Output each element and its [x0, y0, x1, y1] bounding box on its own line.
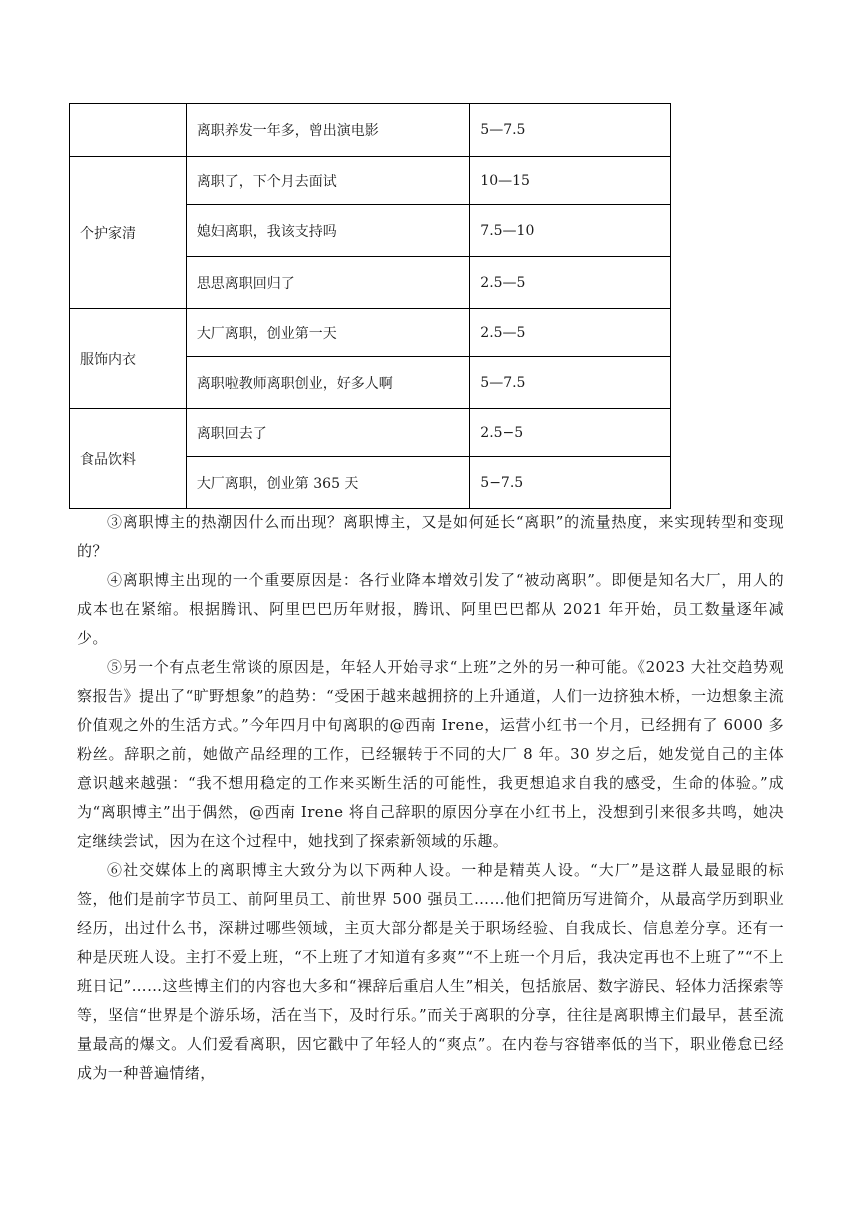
price-cell: 2.5−5	[470, 409, 671, 457]
paragraph-6: ⑥社交媒体上的离职博主大致分为以下两种人设。一种是精英人设。“大厂”是这群人最显眼的标签，他们是前字节员工、前阿里员工、前世界 500 强员工……他们把简历写进简介，从最高学历到职业经历，出过什么书，深耕过哪些领域，主页大部分都是关于职场经验、自我成长、信息差分享。还有一种是厌班人设。主打不爱上班，“不上班了才知道有多爽”“不上班一个月后，我决定再也不上班了”“不上班日记”……这些博主们的内容也大多和“裸辞后重启人生”相关，包括旅居、数字游民、轻体力活探索等等，坚信“世界是个游乐场，活在当下，及时行乐。”而关于离职的分享，往往是离职博主们最早，甚至流量最高的爆文。人们爱看离职，因它戳中了年轻人的“爽点”。在内卷与容错率低的当下，职业倦怠已经成为一种普遍情绪，	[77, 861, 784, 1082]
price-cell: 5—7.5	[470, 104, 671, 157]
category-cell: 个护家清	[70, 157, 187, 309]
title-cell: 大厂离职，创业第一天	[186, 309, 469, 357]
title-cell: 离职回去了	[186, 409, 469, 457]
table-row	[70, 409, 671, 457]
paragraph-5: ⑤另一个有点老生常谈的原因是，年轻人开始寻求“上班”之外的另一种可能。《2023 大社交趋势观察报告》提出了“旷野想象”的趋势：“受困于越来越拥挤的上升通道，人们一边挤独木桥，一边想象主流价值观之外的生活方式。”今年四月中旬离职的@西南 Irene，运营小红书一个月，已经拥有了 6000 多粉丝。辞职之前，她做产品经理的工作，已经辗转于不同的大厂 8 年。30 岁之后，她发觉自己的主体意识越来越强：“我不想用稳定的工作来买断生活的可能性，我更想追求自我的感受，生命的体验。”成为“离职博主”出于偶然，@西南 Irene 将自己辞职的原因分享在小红书上，没想到引来很多共鸣，她决定继续尝试，因为在这个过程中，她找到了探索新领域的乐趣。	[77, 658, 784, 850]
blogger-table	[69, 103, 671, 509]
table-row	[70, 104, 671, 157]
category-cell	[70, 104, 187, 157]
price-cell: 10—15	[470, 157, 671, 205]
title-cell: 媳妇离职，我该支持吗	[186, 205, 469, 257]
title-cell: 离职养发一年多，曾出演电影	[186, 104, 469, 157]
title-cell: 思思离职回归了	[186, 257, 469, 309]
table-row	[70, 157, 671, 205]
price-cell: 7.5—10	[470, 205, 671, 257]
paragraph-3: ③离职博主的热潮因什么而出现？离职博主，又是如何延长“离职”的流量热度，来实现转型和变现的？	[77, 513, 784, 560]
category-cell: 食品饮料	[70, 409, 187, 509]
table-row	[70, 309, 671, 357]
article-body	[77, 508, 784, 1088]
title-cell: 大厂离职，创业第 365 天	[186, 457, 469, 509]
price-cell: 5—7.5	[470, 357, 671, 409]
category-cell: 服饰内衣	[70, 309, 187, 409]
title-cell: 离职啦教师离职创业，好多人啊	[186, 357, 469, 409]
title-cell: 离职了，下个月去面试	[186, 157, 469, 205]
price-cell: 5−7.5	[470, 457, 671, 509]
price-cell: 2.5—5	[470, 309, 671, 357]
paragraph-4: ④离职博主出现的一个重要原因是：各行业降本增效引发了“被动离职”。即便是知名大厂，用人的成本也在紧缩。根据腾讯、阿里巴巴历年财报，腾讯、阿里巴巴都从 2021 年开始，员工数量逐年减少。	[77, 571, 784, 647]
price-cell: 2.5—5	[470, 257, 671, 309]
